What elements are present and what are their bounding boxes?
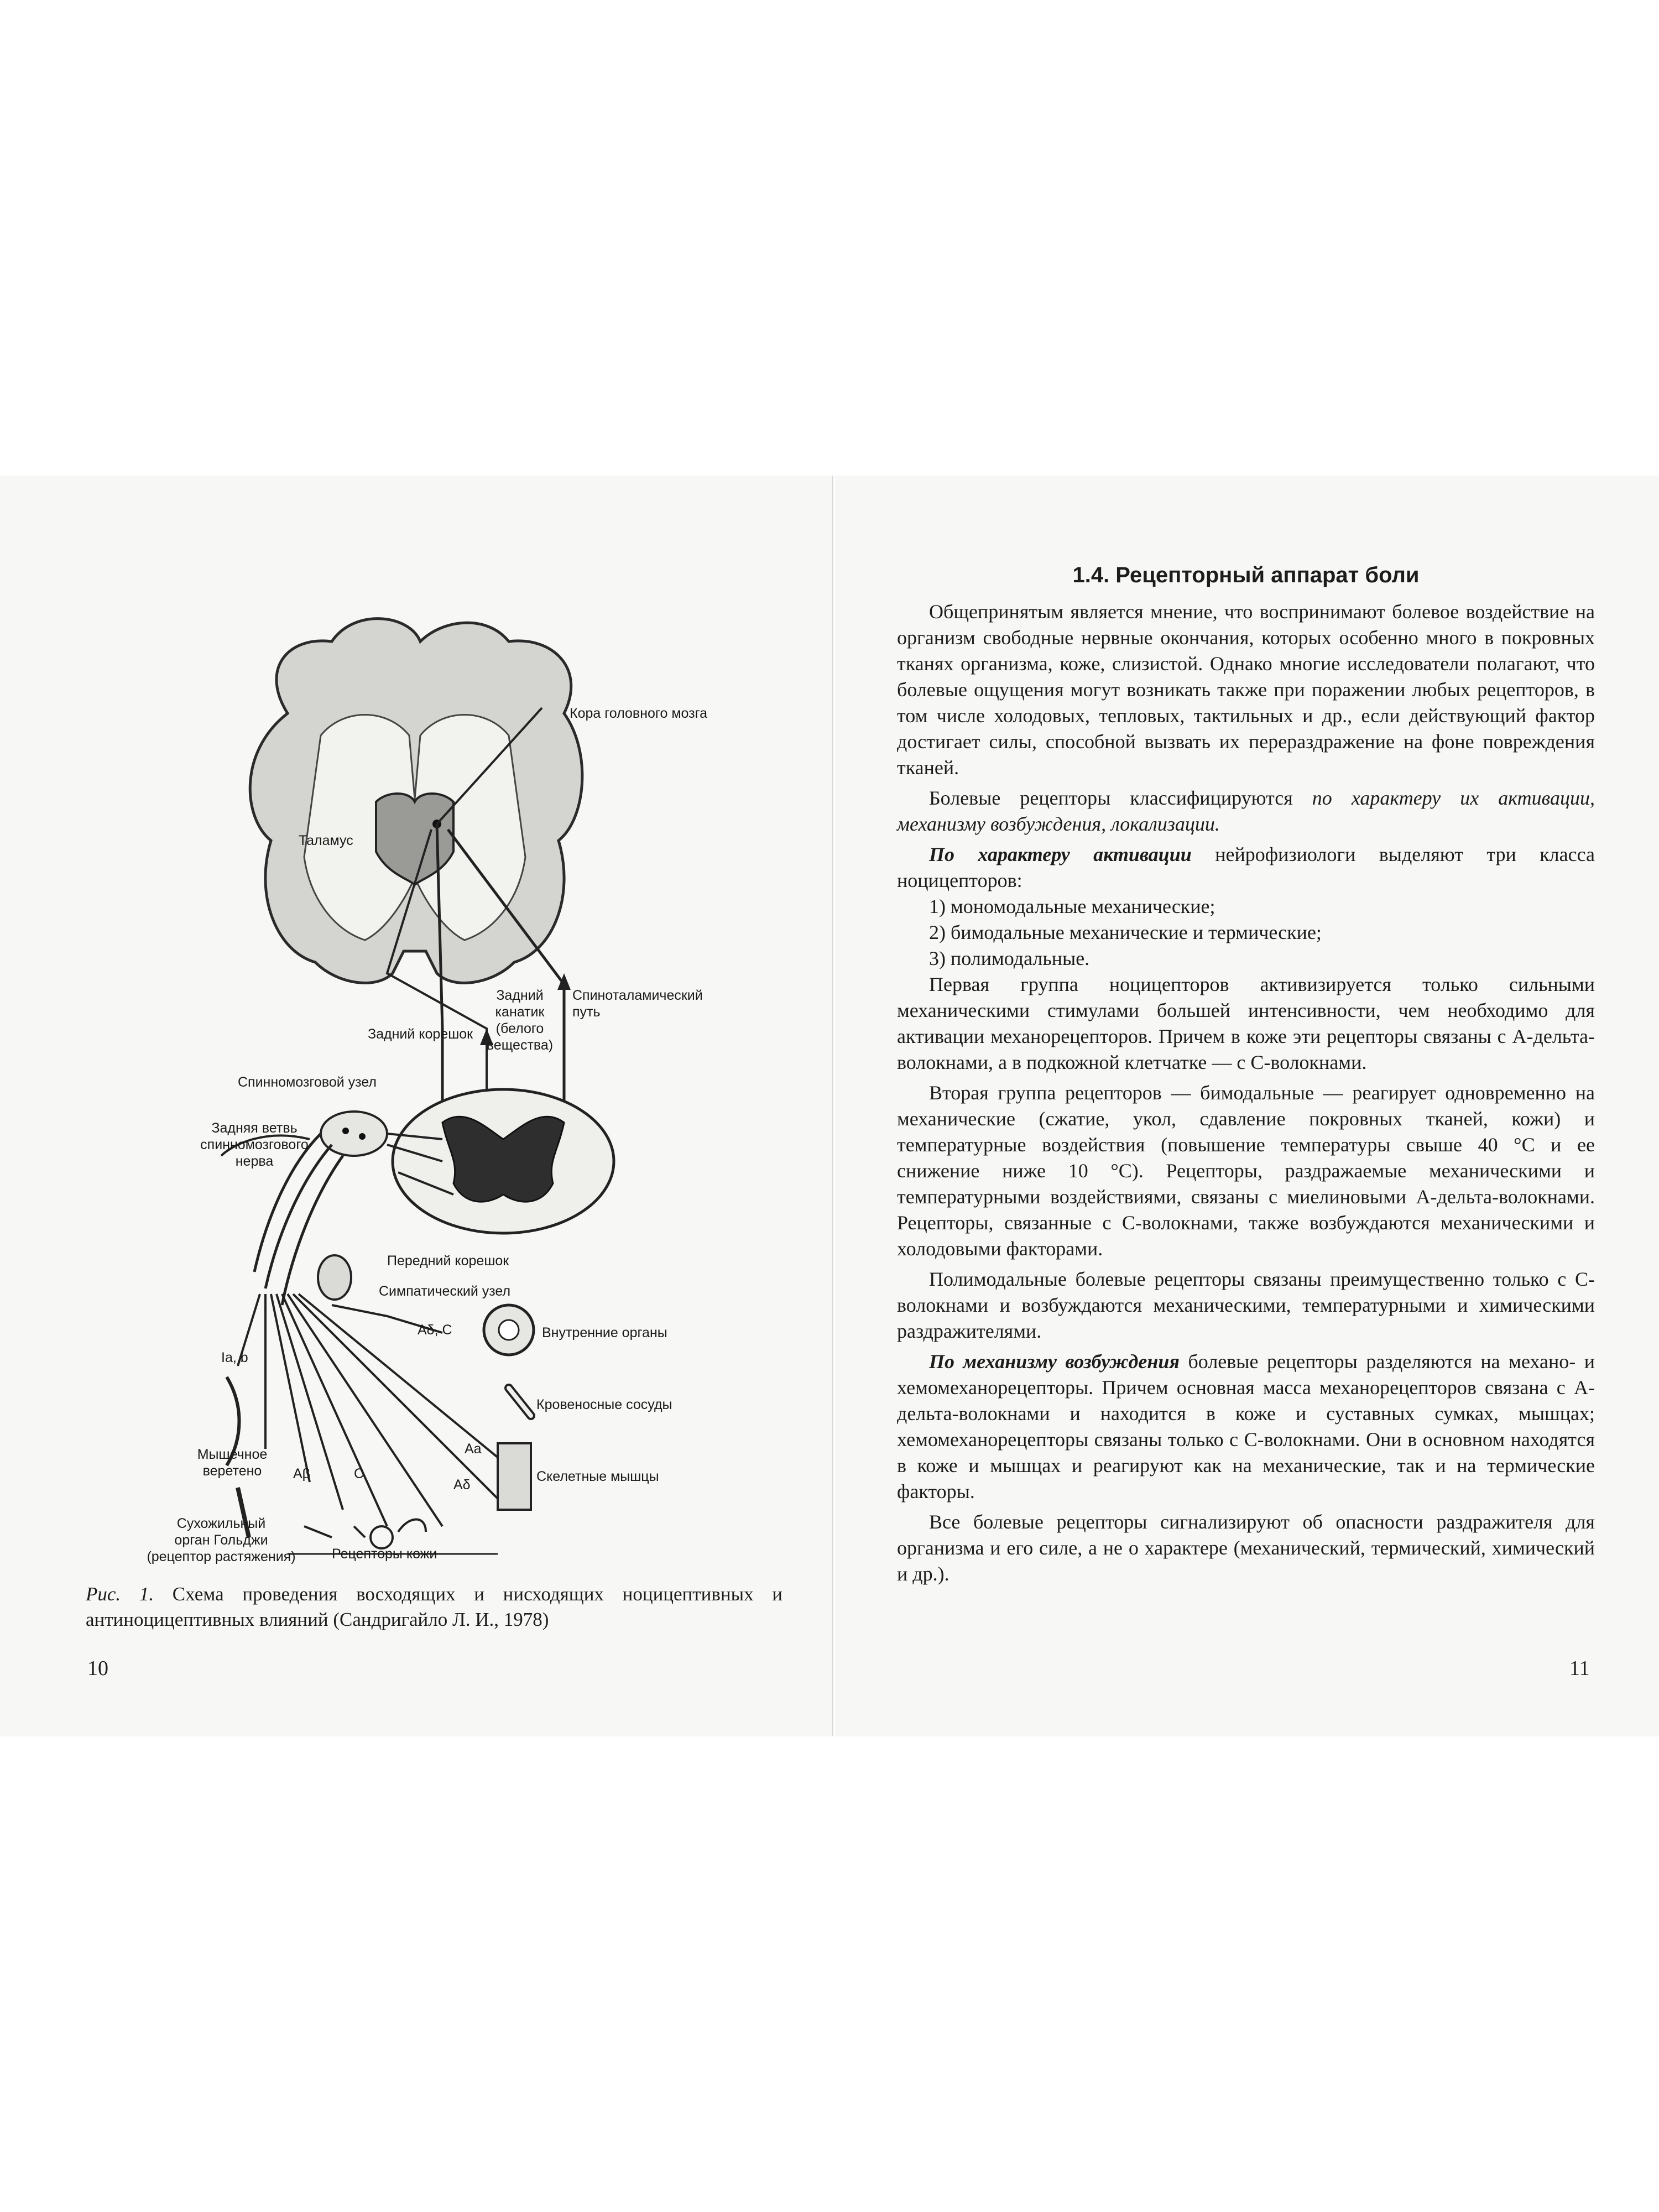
label-thalamus: Таламус	[299, 833, 353, 848]
label-fiber-ia-b: Ia, b	[221, 1350, 248, 1365]
label-skeletal-muscles: Скелетные мышцы	[536, 1469, 659, 1484]
section-heading: 1.4. Рецепторный аппарат боли	[1072, 563, 1420, 587]
label-visceral-fiber: Aδ, C	[418, 1322, 452, 1338]
paragraph-8: Все болевые рецепторы сигнализируют об опасности раздражителя для организма и его силе, а не о характере (механический, термический, химический и др.).	[897, 1511, 1595, 1585]
label-fiber-ab: Aβ	[293, 1466, 311, 1481]
paragraph-2-start: Болевые рецепторы классифицируются	[929, 787, 1312, 809]
label-sympathetic-ganglion: Симпатический узел	[379, 1284, 511, 1299]
label-fiber-ad: Aδ	[453, 1477, 471, 1493]
paragraph-1: Общепринятым является мнение, что воспринимают болевое воздействие на организм свободные нервные окончания, которых особенно много в покровных тканях организма, коже, слизистой. Однако многие исследователи полагают, что болевые ощущения могут возникать также при поражении любых рецепторов, в том числе холодовых, тепловых, тактильных и др., если действующий фактор достигает силы, способной вызвать их перераздражение на фоне повреждения тканей.	[897, 601, 1595, 779]
paragraph-2-italic: по характеру их активации, механизму возбуждения, локализации.	[897, 787, 1595, 835]
label-posterior-branch: Задняя ветвь спинномозгового нерва	[200, 1120, 309, 1169]
paragraph-6: Полимодальные болевые рецепторы связаны преимущественно только с С-волокнами и возбуждаются механическими, температурными и химическими раздражителями.	[897, 1268, 1595, 1342]
page-number-left: 10	[87, 1657, 108, 1680]
caption-text: Схема проведения восходящих и нисходящих ноцицептивных и антиноцицептивных влияний (Сандригайло Л. И., 1978)	[86, 1583, 782, 1630]
caption-ref: Рис. 1.	[86, 1583, 154, 1605]
figure-pain-pathways	[0, 476, 832, 1637]
label-muscle-spindle: Мышечное веретено	[197, 1447, 268, 1479]
paragraph-2	[897, 785, 1595, 837]
label-dorsal-root: Задний корешок	[368, 1026, 473, 1042]
paragraph-3-rest: нейрофизиологи выделяют три класса ноцицепторов:	[897, 843, 1595, 891]
right-page	[835, 476, 1659, 1736]
right-page-content	[897, 563, 1595, 1592]
figure-caption	[86, 1582, 782, 1632]
paragraph-5: Вторая группа рецепторов — бимодальные — реагирует одновременно на механические (сжатие, укол, сдавление покровных тканей, кожи) и температурные воздействия (повышение температуры свыше 40 °С и ее снижение ниже 10 °С). Рецепторы, раздражаемые механическими и температурными воздействиями, связаны с миелиновыми А-дельта-волокнами. Рецепторы, связанные с С-волокнами, также возбуждаются механическими и холодовыми факторами.	[897, 1082, 1595, 1260]
paragraph-3	[897, 842, 1595, 894]
label-skin-receptors: Рецепторы кожи	[332, 1546, 437, 1562]
paragraph-7-bold: По механизму возбуждения	[929, 1350, 1180, 1373]
label-internal-organs: Внутренние органы	[542, 1325, 667, 1340]
label-blood-vessels: Кровеносные сосуды	[536, 1397, 672, 1412]
label-spinal-ganglion: Спинномозговой узел	[238, 1074, 377, 1090]
label-fiber-aa: Aa	[465, 1441, 482, 1457]
label-fiber-c: C	[354, 1466, 364, 1481]
list-item-1: 1) мономодальные механические;	[929, 895, 1215, 917]
left-page	[0, 476, 833, 1736]
paragraph-4: Первая группа ноцицепторов активизируется только сильными механическими стимулами большей интенсивности, чем необходимо для активации механорецепторов. Причем в коже эти рецепторы связаны с А-дельта-волокнами, а в подкожной клетчатке — с С-волокнами.	[897, 973, 1595, 1073]
label-golgi-organ: Сухожильный орган Гольджи (рецептор растяжения)	[147, 1516, 296, 1564]
page-number-right: 11	[1569, 1657, 1590, 1680]
label-spinothalamic-path: Спиноталамический путь	[572, 988, 703, 1020]
list-item-3: 3) полимодальные.	[929, 947, 1090, 969]
label-dorsal-column: Задний канатик (белого вещества)	[486, 988, 554, 1053]
label-cortex: Кора головного мозга	[570, 706, 708, 721]
list-item-2: 2) бимодальные механические и термические;	[929, 921, 1322, 943]
paragraph-7-rest: болевые рецепторы разделяются на механо- и хемомеханорецепторы. Причем основная масса механорецепторов связана с А-дельта-волокнами и находится в коже и суставных сумках, мышцах; хемомеханорецепторы связаны только с С-волокнами. Они в основном находятся в коже и мышцах и реагируют как на механические, так и на термические факторы.	[897, 1350, 1595, 1503]
paragraph-3-bold: По характеру активации	[929, 843, 1192, 865]
paragraph-7	[897, 1349, 1595, 1505]
label-anterior-root: Передний корешок	[387, 1253, 509, 1269]
